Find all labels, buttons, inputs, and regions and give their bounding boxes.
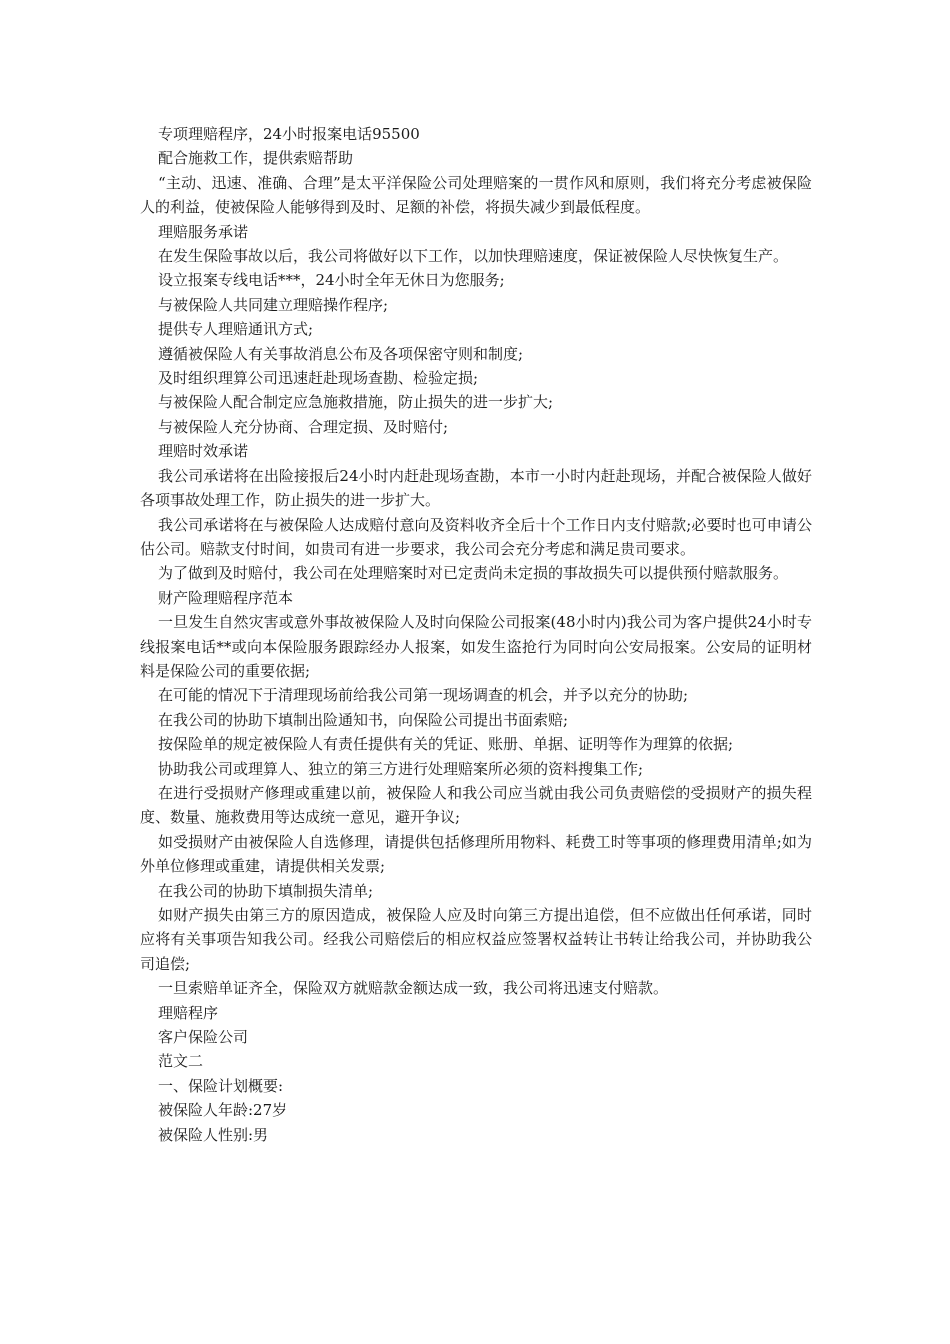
paragraph-site-survey: 我公司承诺将在出险接报后24小时内赶赴现场查勘，本市一小时内赶赴现场，并配合被保险人做好各项事故处理工作，防止损失的进一步扩大。 [140, 466, 812, 510]
heading-timeliness-commitment: 理赔时效承诺 [158, 442, 249, 461]
list-item: 协助我公司或理算人、独立的第三方进行处理赔案所必须的资料搜集工作; [158, 759, 644, 778]
list-item: 提供专人理赔通讯方式; [158, 320, 314, 339]
list-item: 在我公司的协助下填制损失清单; [158, 881, 374, 900]
paragraph-rescue: 配合施救工作，提供索赔帮助 [158, 149, 354, 168]
list-item: 一旦索赔单证齐全，保险双方就赔款金额达成一致，我公司将迅速支付赔款。 [158, 979, 669, 998]
heading-property-claims-template: 财产险理赔程序范本 [158, 588, 294, 607]
list-item: 与被保险人共同建立理赔操作程序; [158, 295, 389, 314]
list-item: 在可能的情况下于清理现场前给我公司第一现场调查的机会，并予以充分的协助; [158, 686, 689, 705]
paragraph-report-case: 一旦发生自然灾害或意外事故被保险人及时向保险公司报案(48小时内)我公司为客户提供24小时专线报案电话**或向本保险服务跟踪经办人报案，如发生盗抢行为同时向公安局报案。公安局的证明材料是保险公司的重要依据; [140, 613, 812, 680]
paragraph-principles: “主动、迅速、准确、合理”是太平洋保险公司处理赔案的一贯作风和原则，我们将充分考虑被保险人的利益，使被保险人能够得到及时、足额的补偿，将损失减少到最低程度。 [140, 173, 812, 217]
list-item: 在我公司的协助下填制出险通知书，向保险公司提出书面索赔; [158, 710, 569, 729]
heading-claims-procedure: 理赔程序 [158, 1003, 219, 1022]
paragraph-after-accident: 在发生保险事故以后，我公司将做好以下工作，以加快理赔速度，保证被保险人尽快恢复生产。 [158, 247, 789, 266]
heading-plan-overview: 一、保险计划概要: [158, 1076, 284, 1095]
list-item: 遵循被保险人有关事故消息公布及各项保密守则和制度; [158, 344, 524, 363]
heading-sample-two: 范文二 [158, 1052, 204, 1071]
paragraph-hotline: 专项理赔程序，24小时报案电话95500 [158, 125, 420, 143]
list-item: 如财产损失由第三方的原因造成，被保险人应及时向第三方提出追偿，但不应做出任何承诺，同时应将有关事项告知我公司。经我公司赔偿后的相应权益应签署权益转让书转让给我公司，并协助我公司追偿; [140, 906, 812, 973]
paragraph-payment-timing: 我公司承诺将在与被保险人达成赔付意向及资料收齐全后十个工作日内支付赔款;必要时也可申请公估公司。赔款支付时间，如贵司有进一步要求，我公司会充分考虑和满足贵司要求。 [140, 515, 812, 558]
text-customer-insurer: 客户保险公司 [158, 1028, 249, 1047]
list-item: 在进行受损财产修理或重建以前，被保险人和我公司应当就由我公司负责赔偿的受损财产的损失程度、数量、施救费用等达成统一意见，避开争议; [140, 783, 812, 827]
insured-age: 被保险人年龄:27岁 [158, 1101, 288, 1120]
list-item: 及时组织理算公司迅速赶赴现场查勘、检验定损; [158, 369, 479, 388]
list-item: 与被保险人充分协商、合理定损、及时赔付; [158, 417, 449, 436]
heading-service-commitment: 理赔服务承诺 [158, 222, 249, 241]
list-item: 如受损财产由被保险人自选修理，请提供包括修理所用物料、耗费工时等事项的修理费用清单;如为外单位修理或重建，请提供相关发票; [140, 832, 812, 876]
document-page [140, 122, 812, 1147]
list-item: 按保险单的规定被保险人有责任提供有关的凭证、账册、单据、证明等作为理算的依据; [158, 735, 734, 754]
paragraph-prepayment: 为了做到及时赔付，我公司在处理赔案时对已定责尚未定损的事故损失可以提供预付赔款服务。 [158, 564, 789, 583]
list-item: 设立报案专线电话***，24小时全年无休日为您服务; [158, 271, 505, 290]
insured-gender: 被保险人性别:男 [158, 1125, 269, 1144]
list-item: 与被保险人配合制定应急施救措施，防止损失的进一步扩大; [158, 393, 554, 412]
